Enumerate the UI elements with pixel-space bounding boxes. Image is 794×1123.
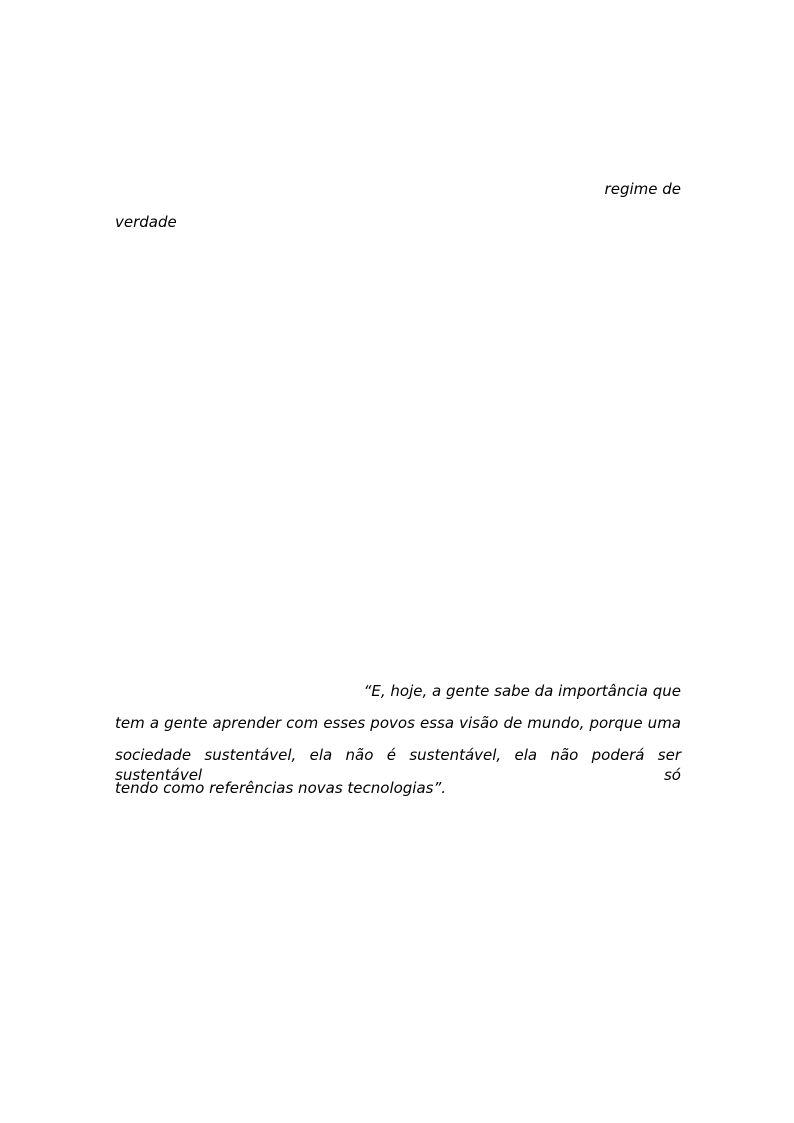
quote-line-4: tendo como referências novas tecnologias”. xyxy=(115,779,447,797)
quote-line-3: sociedade sustentável, ela não é sustentável, ela não poderá ser sustentável só xyxy=(115,746,681,784)
quote-line-2: tem a gente aprender com esses povos essa visão de mundo, porque uma xyxy=(115,714,681,732)
text-fragment-verdade: verdade xyxy=(115,213,177,231)
quote-line-1: “E, hoje, a gente sabe da importância que xyxy=(363,682,681,700)
text-fragment-regime-de: regime de xyxy=(604,180,681,198)
